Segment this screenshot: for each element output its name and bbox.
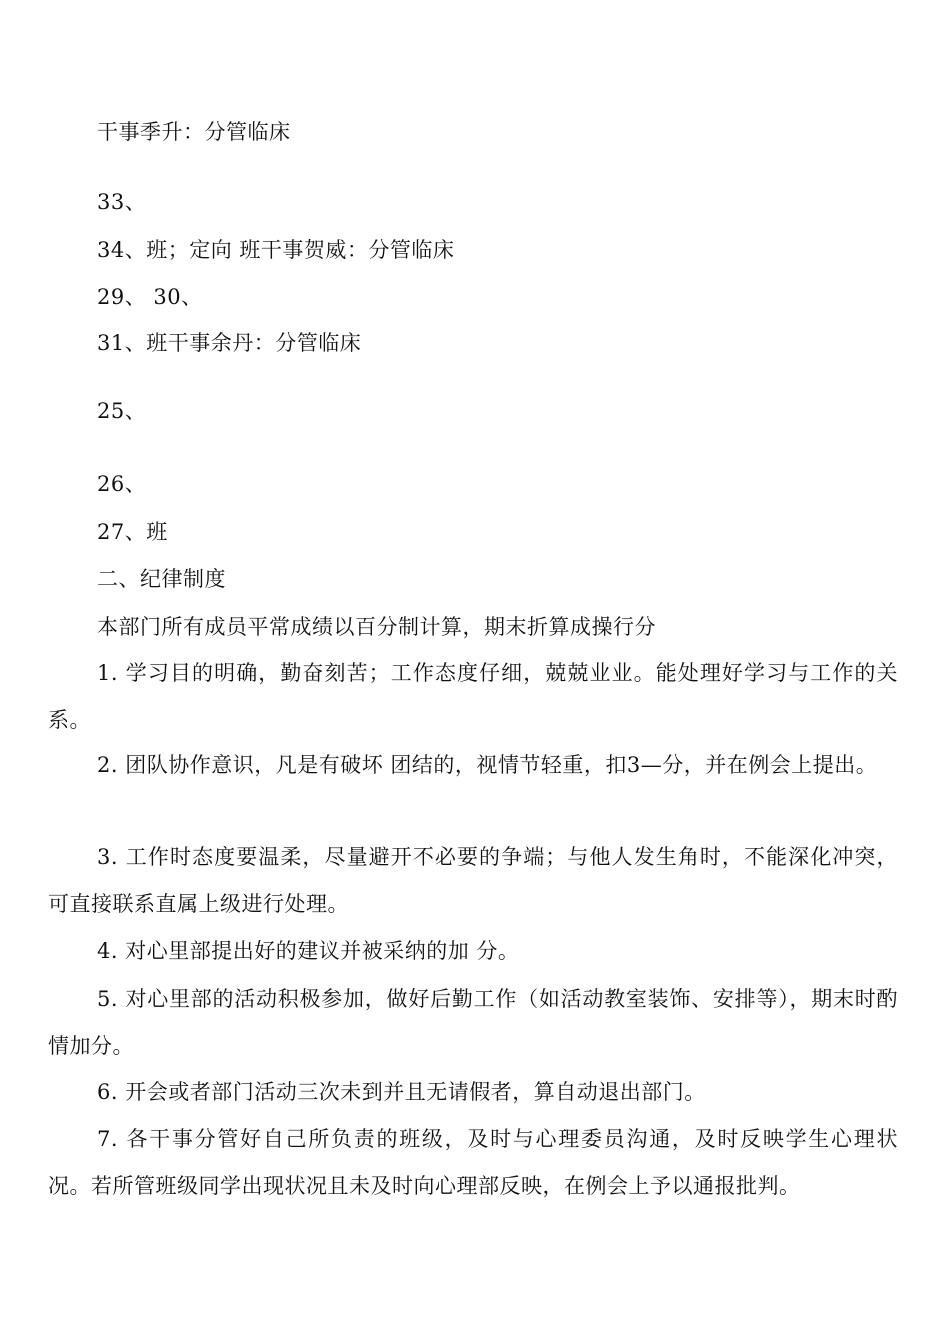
text-line: 干事季升：分管临床 bbox=[97, 120, 291, 144]
section-heading: 二、纪律制度 bbox=[97, 567, 226, 591]
text-line: 本部门所有成员平常成绩以百分制计算，期末折算成操行分 bbox=[97, 615, 656, 639]
rule-item: 5. 对心里部的活动积极参加，做好后勤工作（如活动教室装饰、安排等），期末时酌情加分。 bbox=[48, 987, 898, 1058]
rule-item: 1. 学习目的明确，勤奋刻苦；工作态度仔细，兢兢业业。能处理好学习与工作的关系。 bbox=[48, 661, 898, 732]
rule-item: 4. 对心里部提出好的建议并被采纳的加 分。 bbox=[97, 939, 520, 963]
rule-item: 3. 工作时态度要温柔，尽量避开不必要的争端；与他人发生角时，不能深化冲突，可直接联系直属上级进行处理。 bbox=[48, 845, 898, 916]
text-line: 34、班；定向 班干事贺威：分管临床 bbox=[97, 238, 455, 262]
text-line: 33、 bbox=[97, 190, 147, 214]
text-line: 26、 bbox=[97, 472, 147, 496]
rule-item: 2. 团队协作意识，凡是有破坏 团结的，视情节轻重，扣3—分，并在例会上提出。 bbox=[97, 753, 878, 777]
rule-item: 7. 各干事分管好自己所负责的班级，及时与心理委员沟通，及时反映学生心理状况。若所管班级同学出现状况且未及时向心理部反映，在例会上予以通报批判。 bbox=[48, 1127, 898, 1198]
text-line: 29、 30、 bbox=[97, 285, 203, 309]
text-line: 25、 bbox=[97, 399, 147, 423]
text-line: 27、班 bbox=[97, 520, 168, 544]
rule-item: 6. 开会或者部门活动三次未到并且无请假者，算自动退出部门。 bbox=[97, 1080, 706, 1104]
text-line: 31、班干事余丹：分管临床 bbox=[97, 331, 362, 355]
